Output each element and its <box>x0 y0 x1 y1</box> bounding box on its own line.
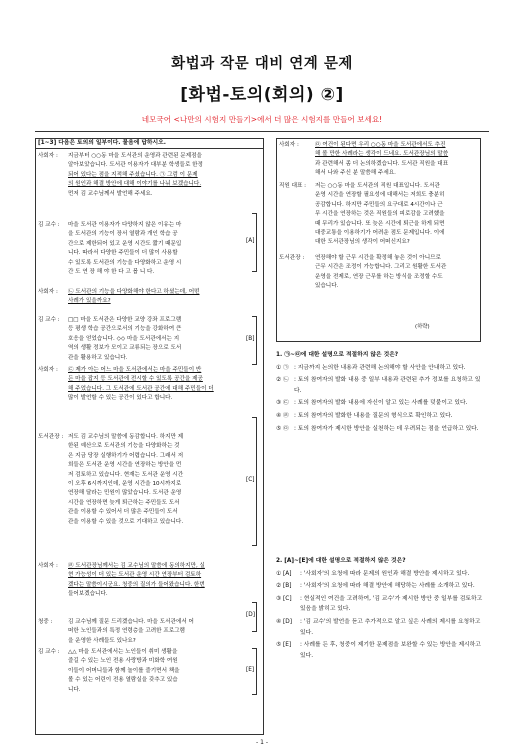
answer-option[interactable] <box>276 640 486 661</box>
option-text: : 토의 참여자가 제시한 방안을 실천하는 데 우려되는 점을 언급하고 있다. <box>294 425 479 432</box>
passage-line: 연장해야 할 근무 시간을 확정해 놓은 것이 아니므로 <box>315 255 441 261</box>
passage-left-column <box>38 152 260 732</box>
passage-line: 을 운영한 사례들도 있나요? <box>68 637 136 644</box>
bracket-label: [B] <box>246 335 255 342</box>
option-text: : 지금까지 논의한 내용과 관련해 논의해야 할 사안을 안내하고 있다. <box>294 364 466 371</box>
divider <box>35 131 489 132</box>
passage-line: 역의 생활 정보가 모이고 교류되는 장으로 도서 <box>68 345 182 352</box>
option-text: : 현실적인 여건을 고려하여, '김 교수'가 제시한 방안 중 일부를 검토하고 있음을 밝히고 있다. <box>300 595 483 613</box>
question-2 <box>276 556 486 663</box>
speaker-label: 사회자 : <box>38 153 58 159</box>
bracket-label: [C] <box>246 476 255 483</box>
passage-line: 볼 수 있는 어린이 전용 열람실을 갖추고 있습 <box>68 677 178 684</box>
page-title: 화법과 작문 대비 연계 문제 <box>171 56 353 72</box>
page-subtitle: [화법-토의(회의) ②] <box>180 85 344 105</box>
answer-option[interactable] <box>276 617 486 638</box>
bracket-label: [E] <box>246 666 255 673</box>
passage-line: 의 원인과 해결 방안에 대해 이야기를 나눠 보겠습니다. <box>68 181 202 188</box>
passage-line: 저 검토하고 있습니다. 현재는 도서관 운영 시간 <box>68 471 184 478</box>
option-text: : 토의 참여자의 발화 내용에 자신이 알고 있는 사례를 덧붙이고 있다. <box>294 400 468 407</box>
passage-line: 김 교수님께 질문 드리겠습니다. 마을 도서관에서 어 <box>68 619 194 625</box>
passage-line: 마을 도서관 이용자가 다양하지 않은 이유는 마 <box>68 222 182 228</box>
passage-line: 은 지금 당장 실행하기가 어렵습니다. 그래서 저 <box>68 452 184 459</box>
option-text: : '사회자'의 요청에 따라 문제의 원인과 해결 방안을 제시하고 있다. <box>300 570 470 577</box>
passage-line: 떠한 노인들과의 특정 연령층을 고려한 프로그램 <box>68 628 185 635</box>
speaker-label: 김 교수 : <box>38 317 60 323</box>
passage-line: 관을 이용할 수 있어서 더 많은 주민들이 도서 <box>68 509 178 516</box>
answer-option[interactable] <box>276 594 486 615</box>
option-text: : 토의 참여자의 발화한 내용을 질문의 형식으로 확인하고 있다. <box>294 412 453 419</box>
speaker-label: 도서관장 : <box>38 434 64 440</box>
option-number: ① [A] <box>276 570 292 577</box>
passage-line: 희들은 도서관 운영 시간을 연장하는 방안을 먼 <box>68 462 182 469</box>
passage-line: 있습니다. <box>315 283 339 290</box>
tagline: 네모국어 <나만의 시험지 만들기>에서 더 많은 시험지를 만들어 보세요! <box>141 115 383 124</box>
passage-line: 든 마을 잡지 등 도서관에 전시할 수 있도록 공간을 제공 <box>68 376 203 383</box>
option-number: ① ㉠ <box>276 364 289 371</box>
option-number: ③ [C] <box>276 595 292 602</box>
passage-line: 대중교통을 이용하기가 어려운 점도 문제입니다. 이에 <box>315 230 445 237</box>
answer-option[interactable] <box>276 363 486 374</box>
passage-line: ㉣ 도서관장님께서는 김 교수님의 말씀에 동의하지만, 실 <box>68 563 205 569</box>
option-text: : '김 교수'의 발언을 듣고 추가적으로 알고 싶은 사례의 제시를 요청하고 있다. <box>300 618 481 636</box>
speaker-label: 사회자 : <box>38 563 58 569</box>
passage-line: ㉢ 제가 아는 어느 마을 도서관에서는 마을 주민들이 반 <box>68 367 202 373</box>
passage-line: 현 가능성이 더 있는 도서관 운영 시간 연장부터 검토하 <box>68 572 202 579</box>
passage-line: 근무 시간은 조정이 가능합니다. 그리고 원활한 도서관 <box>315 264 447 271</box>
passage-line: 공감합니다. 하지만 주민들의 요구대로 4시간이나 근 <box>315 201 443 208</box>
passage-right-column <box>279 141 478 341</box>
answer-option[interactable] <box>276 411 486 422</box>
passage-line: 니다. 따라서 다양한 주민들이 더 많이 사용할 <box>68 250 178 257</box>
passage-line: 지금부터 ○○동 마을 도서관의 운영과 관련된 문제점을 <box>68 153 202 159</box>
passage-line: 많이 발언할 수 있는 공간이 있다고 합니다. <box>68 395 173 402</box>
passage-line: 해 볼 만한 사례라는 생각이 드네요. 도서관장님의 말씀 <box>315 151 449 158</box>
passage-line: 겠다는 말씀이시군요. 청중의 질의가 들어왔습니다. 한번 <box>68 581 205 588</box>
speaker-label: 김 교수 : <box>38 222 60 228</box>
answer-option[interactable] <box>276 581 486 592</box>
passage-line: ㉤ 여건이 된다면 우리 ○○동 마을 도서관에서도 추진 <box>315 142 446 148</box>
speaker-label: 김 교수 : <box>38 649 60 655</box>
passage-line: 저는 ○○동 마을 도서관의 직원 대표입니다. 도서관 <box>315 183 440 189</box>
passage-line: 과 관련해서 좀 더 논의하겠습니다. 도서관 직원을 대표 <box>315 160 449 167</box>
passage-line: 운영을 전제로, 연장 근무를 하는 방식을 조정할 수도 <box>315 273 443 280</box>
passage-line: □□ 마을 도서관은 다양한 교양 강좌 프로그램 <box>68 317 182 323</box>
speaker-label: 도서관장 : <box>279 255 305 261</box>
bracket-label: [D] <box>246 612 255 618</box>
option-number: ② ㉡ <box>276 377 289 384</box>
option-number: ② [B] <box>276 583 292 590</box>
omitted-note: (하략) <box>415 324 430 330</box>
answer-option[interactable] <box>276 424 486 435</box>
option-number: ⑤ [E] <box>276 642 292 649</box>
passage-line: 관을 활용하고 있습니다. <box>68 354 128 361</box>
question-1 <box>276 350 486 436</box>
question-title: 1. ㉠~㉤에 대한 설명으로 적절하지 않은 것은? <box>276 352 399 358</box>
passage-line: 먼저 김 교수님께서 발언해 주세요. <box>68 190 153 197</box>
speaker-label: 청중 : <box>38 619 53 625</box>
answer-option[interactable] <box>276 375 486 396</box>
passage-line: 무 시간을 연장하는 것은 직원들의 피로감을 고려했을 <box>315 211 445 218</box>
passage-line: △△ 마을 도서관에서는 노인들이 취미 생활을 <box>68 649 178 655</box>
passage-line: ㉡ 도서관의 기능을 다양화해야 한다고 하셨는데, 어떤 <box>68 289 200 295</box>
passage-line: 되어 있다는 점을 지적해 주셨습니다. ㉠ 그럼 이 문제 <box>68 171 198 178</box>
passage-line: 대한 도서관장님의 생각이 어떠신지요? <box>315 239 410 246</box>
passage-line: 이들이 어머니들과 함께 놀이를 즐기면서 책을 <box>68 667 180 674</box>
speaker-label: 직원 대표 : <box>279 183 307 189</box>
answer-option[interactable] <box>276 398 486 409</box>
speaker-label: 사회자 : <box>38 367 58 373</box>
passage-line: 등 평생 학습 공간으로서의 기능을 강화하여 큰 <box>68 326 182 333</box>
question-title: 2. [A]~[E]에 대한 설명으로 적절하지 않은 것은? <box>276 558 406 564</box>
option-number: ④ ㉣ <box>276 412 289 419</box>
passage-line: 시간을 연장하면 늦게 퇴근하는 주민들도 도서 <box>68 499 180 506</box>
page-number: - 1 - <box>256 739 268 746</box>
passage-line: 니다. <box>68 686 81 693</box>
passage-line: 이 오후 6시까지인데, 운영 시간을 10시까지로 <box>68 481 182 488</box>
passage-line: 간으로 제한되어 있고 운영 시간도 짧기 때문입 <box>68 240 182 247</box>
passage-line: 을 도서관의 기능이 장서 열람과 개인 학습 공 <box>68 231 178 238</box>
passage-line: 관을 이용할 수 있을 것으로 기대하고 있습니다. <box>68 518 184 525</box>
speaker-label: 사회자 : <box>279 142 299 148</box>
speaker-label: 사회자 : <box>38 289 58 295</box>
bracket-label: [A] <box>246 237 255 244</box>
passage-line: 알아보았습니다. 도서관 이용자가 대부분 학생들로 한정 <box>68 162 203 169</box>
passage-line: 호응을 얻었습니다. ◇◇ 마을 도서관에서는 지 <box>68 335 180 342</box>
option-text: : 토의 참여자의 발화 내용 중 일부 내용과 관련된 추가 정보를 요청하고 있다. <box>294 377 481 394</box>
passage-line: 운영 시간을 연장할 필요성에 대해서는 저희도 충분히 <box>315 192 445 199</box>
option-text: : '사회자'의 요청에 따라 해결 방안에 해당하는 사례를 소개하고 있다. <box>300 583 475 590</box>
passage-line: 수 있도록 도서관의 기능을 다양화하고 운영 시 <box>68 259 182 266</box>
option-number: ③ ㉢ <box>276 400 289 407</box>
passage-line: 연장해 달라는 민원이 많았습니다. 도서관 운영 <box>68 490 182 497</box>
passage-line: 해 주었습니다. 그 도서관에 도서관 공간에 대해 주민들이 더 <box>68 385 214 392</box>
option-number: ④ [D] <box>276 618 293 625</box>
passage-line: 해서 나와 주신 분 말씀해 주세요. <box>315 170 396 177</box>
passage-line: 간 도 연 장 해 야 한 다 고 봅 니 다. <box>68 269 155 276</box>
passage-line: 들어보겠습니다. <box>68 591 108 598</box>
passage-line: 저도 김 교수님의 말씀에 동감합니다. 하지만 제 <box>68 434 184 440</box>
passage-line: 즐길 수 있는 노인 전용 사랑방과 미화학 여원 <box>68 658 178 665</box>
passage-line: 사례가 있을까요? <box>68 298 111 305</box>
passage-heading: [1~3] 다음은 토의의 일부이다. 물음에 답하시오. <box>35 138 264 149</box>
passage-line: 한된 예산으로 도서관의 기능을 다양화하는 것 <box>68 443 180 450</box>
passage-line: 때 무리가 있습니다. 또 늦은 시간에 퇴근을 하게 되면 <box>315 220 445 227</box>
option-number: ⑤ ㉤ <box>276 425 289 432</box>
answer-option[interactable] <box>276 569 486 580</box>
option-text: : 사례를 든 후, 청중이 제기한 문제점을 보완할 수 있는 방안을 제시하고 있다. <box>300 642 481 659</box>
